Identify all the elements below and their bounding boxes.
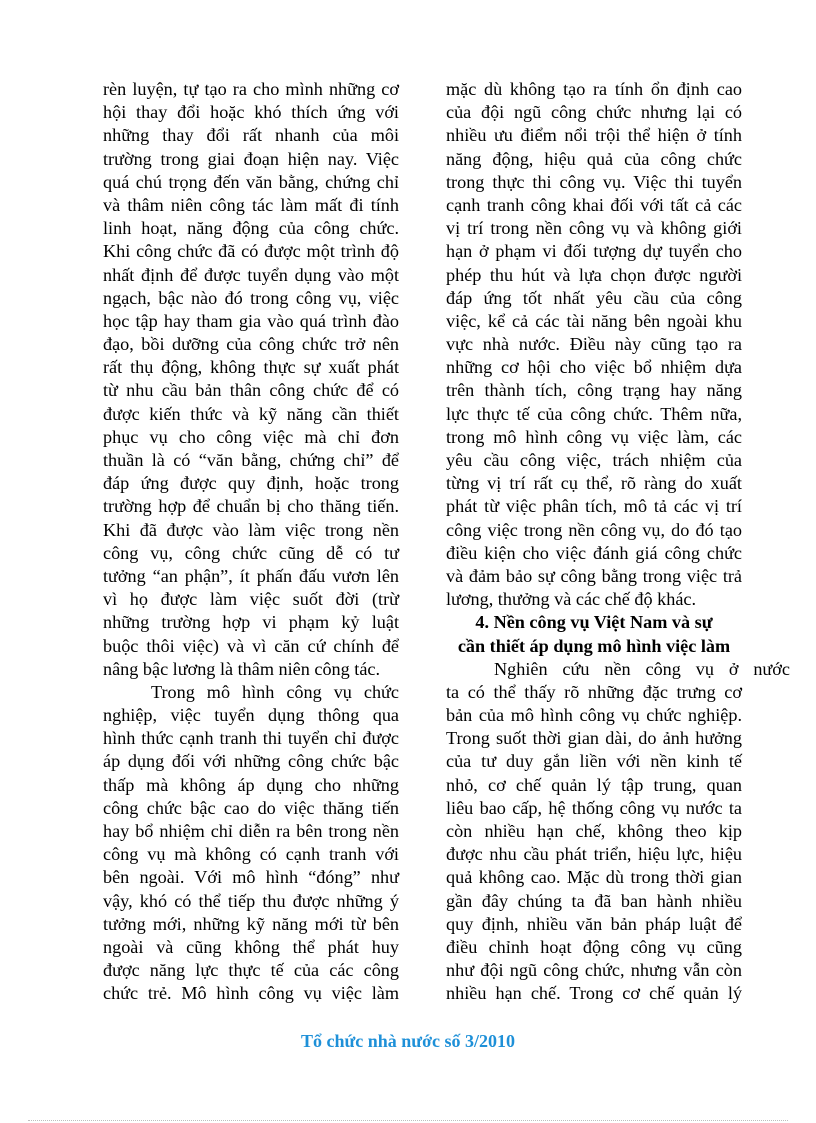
left-line-30: áp dụng đối với những công chức bậc: [103, 751, 399, 772]
right-line-20: công việc trong nền công vụ, do đó tạo: [446, 519, 742, 540]
left-line-12: đạo, bồi dưỡng của công chức trở nên: [103, 334, 399, 355]
left-line-26: nâng bậc lương là thâm niên công tác.: [103, 658, 381, 679]
section-heading-line-2: cần thiết áp dụng mô hình việc làm: [457, 635, 731, 656]
right-line-7: vị trí trong nền công vụ và không giới: [446, 218, 742, 239]
right-line-10: đáp ứng tốt nhất yêu cầu của công: [446, 287, 742, 308]
left-line-39: được năng lực thực tế của các công: [103, 960, 399, 981]
right-line-4: năng động, hiệu quả của công chức: [446, 148, 742, 169]
left-line-31: thấp mà không áp dụng cho những: [103, 774, 399, 795]
left-line-2: hội thay đổi hoặc khó thích ứng với: [103, 102, 399, 123]
right-line-22: và đảm bảo sự công bằng trong việc trả: [446, 565, 742, 586]
right-line-19: phát từ việc phân tích, mô tả các vị trí: [446, 496, 742, 517]
left-line-3: những thay đổi rất nhanh của môi: [103, 125, 399, 146]
right-line-30: của tư duy gắn liền với nền kinh tế: [446, 751, 742, 772]
right-line-11: việc, kể cả các tài năng bên ngoài khu: [446, 310, 742, 331]
left-line-34: công vụ mà không có cạnh tranh với: [103, 844, 399, 865]
left-line-36: vậy, khó có thể tiếp thu được những ý: [103, 890, 399, 911]
left-line-22: tưởng “an phận”, ít phấn đấu vươn lên: [103, 565, 399, 586]
right-line-15: lực thực tế của công chức. Thêm nữa,: [446, 403, 742, 424]
right-line-40: nhiều hạn chế. Trong cơ chế quản lý: [446, 983, 742, 1004]
left-line-27: Trong mô hình công vụ chức: [151, 681, 399, 702]
left-line-40: chức trẻ. Mô hình công vụ việc làm: [103, 983, 399, 1004]
right-line-2: của đội ngũ công chức nhưng lại có: [446, 102, 742, 123]
left-line-11: học tập hay tham gia vào quá trình đào: [103, 310, 399, 331]
left-line-38: ngoài và cũng không thể phát huy: [103, 936, 399, 957]
left-line-32: công chức bậc cao do việc thăng tiến: [103, 797, 399, 818]
right-line-23: lương, thưởng và các chế độ khác.: [446, 589, 697, 610]
left-line-20: Khi đã được vào làm việc trong nền: [103, 519, 399, 540]
left-line-29: hình thức cạnh tranh thi tuyển chỉ được: [103, 728, 399, 749]
section-heading-line-1: 4. Nền công vụ Việt Nam và sự: [475, 612, 713, 633]
left-line-35: bên ngoài. Với mô hình “đóng” như: [103, 867, 399, 888]
left-line-1: rèn luyện, tự tạo ra cho mình những cơ: [103, 79, 399, 99]
right-line-18: từng vị trí rất cụ thể, rõ ràng do xuất: [446, 473, 742, 494]
right-line-3: nhiều ưu điểm nổi trội thể hiện ở tính: [446, 125, 742, 146]
right-line-13: những cơ hội cho việc bổ nhiệm dựa: [446, 357, 742, 378]
left-line-28: nghiệp, việc tuyển dụng thông qua: [103, 705, 399, 726]
right-line-1: mặc dù không tạo ra tính ổn định cao: [446, 79, 742, 99]
left-line-33: hay bổ nhiệm chỉ diễn ra bên trong nền: [103, 821, 399, 841]
right-line-8: hạn ở phạm vi đối tượng dự tuyển cho: [446, 241, 742, 262]
left-line-24: những trường hợp vi phạm kỷ luật: [103, 612, 399, 633]
left-line-13: rất thụ động, không thực sự xuất phát: [103, 357, 399, 378]
left-line-17: thuần là có “văn bằng, chứng chỉ” để: [103, 450, 399, 470]
right-line-38: điều chỉnh hoạt động công vụ cũng: [446, 936, 742, 957]
right-line-27: ta có thể thấy rõ những đặc trưng cơ: [446, 681, 742, 702]
right-line-39: như đội ngũ công chức, nhưng vẫn còn: [446, 960, 742, 981]
left-line-19: trường hợp để chuẩn bị cho thăng tiến.: [103, 496, 399, 517]
right-line-12: vực nhà nước. Điều này cũng tạo ra: [446, 334, 742, 355]
left-line-23: vì họ được làm việc suốt đời (trừ: [103, 589, 399, 610]
right-line-29: Trong suốt thời gian dài, do ảnh hưởng: [446, 728, 742, 749]
right-line-5: trong thực thi công vụ. Việc thi tuyển: [446, 171, 742, 192]
left-line-16: phục vụ cho công việc mà chỉ đơn: [103, 426, 399, 447]
left-line-7: linh hoạt, năng động của công chức.: [103, 218, 399, 239]
right-line-36: gần đây chúng ta đã ban hành nhiều: [446, 890, 742, 911]
right-line-16: trong mô hình công vụ việc làm, các: [446, 426, 742, 447]
right-line-31: nhỏ, cơ chế quản lý tập trung, quan: [446, 774, 742, 795]
left-line-5: quá chú trọng đến văn bằng, chứng chỉ: [103, 171, 399, 192]
right-line-33: còn nhiều hạn chế, không theo kịp: [446, 821, 742, 841]
right-line-37: quy định, nhiều văn bản pháp luật để: [446, 913, 742, 934]
bottom-dotted-rule: [28, 1120, 788, 1121]
left-line-21: công vụ, công chức cũng dễ có tư: [103, 542, 399, 563]
right-line-32: liêu bao cấp, hệ thống công vụ nước ta: [446, 797, 742, 818]
left-line-25: buộc thôi việc) và vì căn cứ chính để: [103, 635, 399, 656]
left-line-18: đáp ứng được quy định, hoặc trong: [103, 473, 399, 494]
right-line-28: bản của mô hình công vụ chức nghiệp.: [446, 705, 742, 726]
left-line-10: ngạch, bậc nào đó trong công vụ, việc: [103, 287, 399, 308]
right-line-21: điều kiện cho việc đánh giá công chức: [446, 542, 742, 563]
right-line-14: trên thành tích, công trạng hay năng: [446, 380, 742, 401]
right-line-35: quả không cao. Mặc dù trong thời gian: [446, 867, 742, 888]
left-line-6: và thâm niên công tác làm mất đi tính: [103, 194, 399, 215]
right-line-6: cạnh tranh công khai đối với tất cả các: [446, 194, 742, 215]
right-line-17: yêu cầu công việc, trách nhiệm của: [446, 450, 742, 470]
left-column: [103, 78, 399, 1006]
left-line-37: tưởng mới, những kỹ năng mới từ bên: [103, 913, 399, 934]
right-line-34: được nhu cầu phát triển, hiệu lực, hiệu: [446, 844, 742, 865]
right-line-9: phép thu hút và lựa chọn được người: [446, 264, 742, 285]
page-footer: Tổ chức nhà nước số 3/2010: [300, 1031, 516, 1051]
left-line-4: trường trong giai đoạn hiện nay. Việc: [103, 148, 399, 169]
right-column: [446, 78, 790, 1006]
left-line-14: từ nhu cầu bản thân công chức để có: [103, 380, 399, 401]
right-line-26: Nghiên cứu nền công vụ ở nước: [494, 658, 790, 679]
left-line-9: nhất định để được tuyển dụng vào một: [103, 264, 399, 285]
left-line-15: được kiến thức và kỹ năng cần thiết: [103, 403, 399, 424]
left-line-8: Khi công chức đã có được một trình độ: [103, 241, 399, 262]
